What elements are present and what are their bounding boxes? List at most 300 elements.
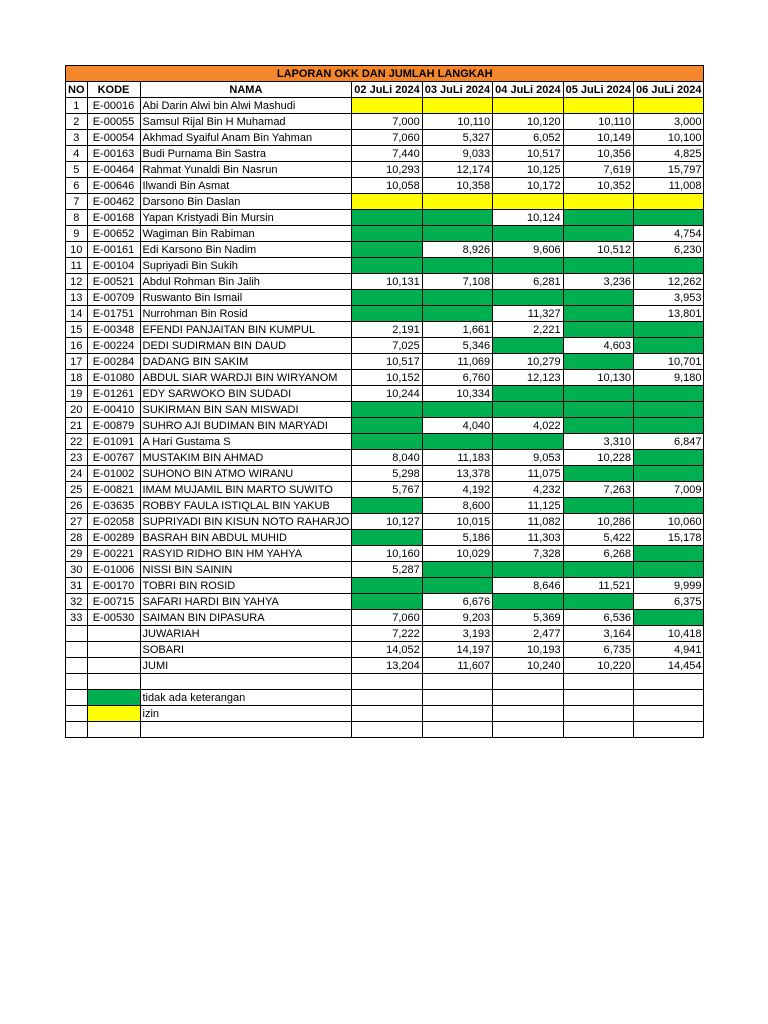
empty-cell bbox=[140, 722, 352, 738]
step-count-cell: 10,058 bbox=[352, 178, 422, 194]
step-count-cell: 3,193 bbox=[422, 626, 492, 642]
employee-code: E-00163 bbox=[87, 146, 140, 162]
step-count-cell bbox=[493, 434, 563, 450]
empty-cell bbox=[634, 674, 704, 690]
table-row bbox=[66, 514, 704, 530]
step-count-cell: 6,536 bbox=[563, 610, 633, 626]
step-count-cell bbox=[563, 226, 633, 242]
step-count-cell: 10,517 bbox=[352, 354, 422, 370]
step-count-cell: 11,327 bbox=[493, 306, 563, 322]
employee-code: E-00161 bbox=[87, 242, 140, 258]
empty-cell bbox=[422, 674, 492, 690]
step-count-cell: 5,327 bbox=[422, 130, 492, 146]
step-count-cell bbox=[563, 402, 633, 418]
employee-name: IMAM MUJAMIL BIN MARTO SUWITO bbox=[140, 482, 352, 498]
empty-cell bbox=[87, 674, 140, 690]
step-count-cell: 7,009 bbox=[634, 482, 704, 498]
employee-name: TOBRI BIN ROSID bbox=[140, 578, 352, 594]
row-number: 7 bbox=[66, 194, 88, 210]
empty-cell bbox=[634, 706, 704, 722]
employee-name: Nurrohman Bin Rosid bbox=[140, 306, 352, 322]
step-count-cell: 10,160 bbox=[352, 546, 422, 562]
table-row bbox=[66, 530, 704, 546]
step-count-cell: 6,847 bbox=[634, 434, 704, 450]
employee-name: SUHRO AJI BUDIMAN BIN MARYADI bbox=[140, 418, 352, 434]
step-count-cell bbox=[634, 546, 704, 562]
empty-cell bbox=[493, 706, 563, 722]
employee-name: Wagiman Bin Rabiman bbox=[140, 226, 352, 242]
table-row bbox=[66, 386, 704, 402]
step-count-cell bbox=[563, 386, 633, 402]
header-date: 03 JuLi 2024 bbox=[422, 82, 492, 98]
step-count-cell bbox=[634, 386, 704, 402]
table-row bbox=[66, 354, 704, 370]
step-count-cell bbox=[352, 242, 422, 258]
step-count-cell: 13,204 bbox=[352, 658, 422, 674]
step-count-cell bbox=[634, 258, 704, 274]
step-count-cell: 8,040 bbox=[352, 450, 422, 466]
step-count-cell: 4,022 bbox=[493, 418, 563, 434]
step-count-cell: 6,375 bbox=[634, 594, 704, 610]
row-number: 10 bbox=[66, 242, 88, 258]
row-number: 31 bbox=[66, 578, 88, 594]
step-count-cell: 14,197 bbox=[422, 642, 492, 658]
step-count-cell bbox=[422, 306, 492, 322]
employee-code: E-00104 bbox=[87, 258, 140, 274]
step-count-cell: 10,100 bbox=[634, 130, 704, 146]
row-number: 14 bbox=[66, 306, 88, 322]
step-count-cell: 3,310 bbox=[563, 434, 633, 450]
step-count-cell bbox=[422, 210, 492, 226]
empty-cell bbox=[66, 706, 88, 722]
legend-label: izin bbox=[140, 706, 352, 722]
header-date: 04 JuLi 2024 bbox=[493, 82, 563, 98]
step-count-cell bbox=[493, 290, 563, 306]
header-code: KODE bbox=[87, 82, 140, 98]
row-number: 29 bbox=[66, 546, 88, 562]
employee-code bbox=[87, 658, 140, 674]
step-count-cell bbox=[634, 322, 704, 338]
table-row bbox=[66, 114, 704, 130]
step-count-cell bbox=[493, 562, 563, 578]
step-count-cell bbox=[563, 354, 633, 370]
table-row bbox=[66, 178, 704, 194]
step-count-cell bbox=[422, 402, 492, 418]
employee-name: ROBBY FAULA ISTIQLAL BIN YAKUB bbox=[140, 498, 352, 514]
step-count-cell: 15,178 bbox=[634, 530, 704, 546]
step-count-cell bbox=[634, 450, 704, 466]
row-number: 8 bbox=[66, 210, 88, 226]
employee-code: E-00767 bbox=[87, 450, 140, 466]
table-row bbox=[66, 434, 704, 450]
step-count-cell: 7,619 bbox=[563, 162, 633, 178]
employee-name: JUMI bbox=[140, 658, 352, 674]
empty-cell bbox=[563, 674, 633, 690]
step-count-cell: 6,760 bbox=[422, 370, 492, 386]
step-count-cell bbox=[352, 98, 422, 114]
step-count-cell bbox=[563, 322, 633, 338]
step-count-cell bbox=[563, 98, 633, 114]
step-count-cell: 9,203 bbox=[422, 610, 492, 626]
step-count-cell: 7,263 bbox=[563, 482, 633, 498]
employee-name: Budi Purnama Bin Sastra bbox=[140, 146, 352, 162]
employee-code bbox=[87, 626, 140, 642]
empty-cell bbox=[563, 706, 633, 722]
employee-name: Supriyadi Bin Sukih bbox=[140, 258, 352, 274]
row-number: 25 bbox=[66, 482, 88, 498]
step-count-cell bbox=[352, 226, 422, 242]
step-count-cell: 10,131 bbox=[352, 274, 422, 290]
step-count-cell: 11,075 bbox=[493, 466, 563, 482]
step-count-cell: 2,477 bbox=[493, 626, 563, 642]
row-number: 24 bbox=[66, 466, 88, 482]
empty-cell bbox=[422, 690, 492, 706]
step-count-cell bbox=[352, 418, 422, 434]
step-count-cell: 1,661 bbox=[422, 322, 492, 338]
row-number: 23 bbox=[66, 450, 88, 466]
employee-code: E-00646 bbox=[87, 178, 140, 194]
step-count-cell: 2,221 bbox=[493, 322, 563, 338]
step-count-cell: 12,262 bbox=[634, 274, 704, 290]
table-row bbox=[66, 210, 704, 226]
employee-code: E-00521 bbox=[87, 274, 140, 290]
table-row bbox=[66, 610, 704, 626]
step-count-cell bbox=[563, 498, 633, 514]
step-count-cell bbox=[422, 290, 492, 306]
employee-name: SUKIRMAN BIN SAN MISWADI bbox=[140, 402, 352, 418]
report-table-body bbox=[66, 66, 704, 738]
step-count-cell bbox=[563, 258, 633, 274]
step-count-cell: 10,127 bbox=[352, 514, 422, 530]
table-row bbox=[66, 466, 704, 482]
step-count-cell: 10,293 bbox=[352, 162, 422, 178]
employee-name: SUHONO BIN ATMO WIRANU bbox=[140, 466, 352, 482]
row-number: 22 bbox=[66, 434, 88, 450]
step-count-cell bbox=[563, 306, 633, 322]
step-count-cell bbox=[493, 258, 563, 274]
step-count-cell bbox=[422, 98, 492, 114]
empty-cell bbox=[493, 690, 563, 706]
employee-code: E-00652 bbox=[87, 226, 140, 242]
table-row bbox=[66, 402, 704, 418]
report-title: LAPORAN OKK DAN JUMLAH LANGKAH bbox=[66, 66, 704, 82]
row-number: 11 bbox=[66, 258, 88, 274]
step-count-cell: 14,052 bbox=[352, 642, 422, 658]
step-count-cell: 10,152 bbox=[352, 370, 422, 386]
header-date: 06 JuLi 2024 bbox=[634, 82, 704, 98]
row-number: 1 bbox=[66, 98, 88, 114]
step-count-cell bbox=[634, 194, 704, 210]
step-count-cell: 6,052 bbox=[493, 130, 563, 146]
step-count-cell bbox=[422, 258, 492, 274]
step-count-cell: 10,352 bbox=[563, 178, 633, 194]
table-row bbox=[66, 258, 704, 274]
step-count-cell bbox=[493, 338, 563, 354]
table-row bbox=[66, 146, 704, 162]
step-count-cell bbox=[352, 306, 422, 322]
empty-cell bbox=[352, 706, 422, 722]
header-row bbox=[66, 82, 704, 98]
step-count-cell: 5,767 bbox=[352, 482, 422, 498]
step-count-cell bbox=[563, 290, 633, 306]
row-number: 9 bbox=[66, 226, 88, 242]
employee-name: Rahmat Yunaldi Bin Nasrun bbox=[140, 162, 352, 178]
empty-cell bbox=[352, 722, 422, 738]
step-count-cell bbox=[563, 466, 633, 482]
table-row bbox=[66, 306, 704, 322]
employee-name: NISSI BIN SAININ bbox=[140, 562, 352, 578]
empty-cell bbox=[140, 674, 352, 690]
step-count-cell: 9,053 bbox=[493, 450, 563, 466]
step-count-cell: 10,193 bbox=[493, 642, 563, 658]
step-count-cell: 6,268 bbox=[563, 546, 633, 562]
employee-name: DADANG BIN SAKIM bbox=[140, 354, 352, 370]
row-number: 15 bbox=[66, 322, 88, 338]
employee-name: DEDI SUDIRMAN BIN DAUD bbox=[140, 338, 352, 354]
employee-code: E-00821 bbox=[87, 482, 140, 498]
step-count-cell bbox=[493, 194, 563, 210]
step-count-cell: 3,000 bbox=[634, 114, 704, 130]
table-row bbox=[66, 338, 704, 354]
employee-code: E-01751 bbox=[87, 306, 140, 322]
empty-cell bbox=[493, 674, 563, 690]
row-number: 3 bbox=[66, 130, 88, 146]
step-count-cell bbox=[634, 338, 704, 354]
employee-name: Akhmad Syaiful Anam Bin Yahman bbox=[140, 130, 352, 146]
legend-swatch bbox=[87, 690, 140, 706]
step-count-cell: 7,000 bbox=[352, 114, 422, 130]
step-count-cell bbox=[493, 386, 563, 402]
step-count-cell: 7,060 bbox=[352, 610, 422, 626]
header-name: NAMA bbox=[140, 82, 352, 98]
legend-row bbox=[66, 706, 704, 722]
step-count-cell: 10,110 bbox=[422, 114, 492, 130]
step-count-cell: 9,606 bbox=[493, 242, 563, 258]
row-number bbox=[66, 626, 88, 642]
empty-cell bbox=[352, 690, 422, 706]
step-count-cell: 10,124 bbox=[493, 210, 563, 226]
step-count-cell: 4,603 bbox=[563, 338, 633, 354]
step-count-cell: 4,192 bbox=[422, 482, 492, 498]
step-count-cell: 11,183 bbox=[422, 450, 492, 466]
row-number: 18 bbox=[66, 370, 88, 386]
employee-name: BASRAH BIN ABDUL MUHID bbox=[140, 530, 352, 546]
empty-cell bbox=[422, 706, 492, 722]
legend-row bbox=[66, 690, 704, 706]
row-number: 2 bbox=[66, 114, 88, 130]
report-table bbox=[65, 65, 704, 738]
empty-cell bbox=[66, 690, 88, 706]
step-count-cell: 10,244 bbox=[352, 386, 422, 402]
employee-name: Ilwandi Bin Asmat bbox=[140, 178, 352, 194]
employee-code: E-00016 bbox=[87, 98, 140, 114]
table-row bbox=[66, 98, 704, 114]
employee-name: Ruswanto Bin Ismail bbox=[140, 290, 352, 306]
table-row bbox=[66, 370, 704, 386]
step-count-cell: 5,287 bbox=[352, 562, 422, 578]
row-number: 12 bbox=[66, 274, 88, 290]
step-count-cell: 10,172 bbox=[493, 178, 563, 194]
employee-code: E-00168 bbox=[87, 210, 140, 226]
row-number: 16 bbox=[66, 338, 88, 354]
table-row bbox=[66, 546, 704, 562]
step-count-cell: 11,069 bbox=[422, 354, 492, 370]
employee-code bbox=[87, 642, 140, 658]
step-count-cell bbox=[352, 498, 422, 514]
row-number: 26 bbox=[66, 498, 88, 514]
employee-name: Darsono Bin Daslan bbox=[140, 194, 352, 210]
row-number: 33 bbox=[66, 610, 88, 626]
table-row bbox=[66, 450, 704, 466]
employee-name: SAFARI HARDI BIN YAHYA bbox=[140, 594, 352, 610]
title-row bbox=[66, 66, 704, 82]
empty-cell bbox=[87, 722, 140, 738]
empty-cell bbox=[352, 674, 422, 690]
step-count-cell: 11,521 bbox=[563, 578, 633, 594]
employee-name: SUPRIYADI BIN KISUN NOTO RAHARJO bbox=[140, 514, 352, 530]
row-number: 20 bbox=[66, 402, 88, 418]
step-count-cell: 10,418 bbox=[634, 626, 704, 642]
step-count-cell bbox=[634, 610, 704, 626]
employee-name: Edi Karsono Bin Nadim bbox=[140, 242, 352, 258]
employee-code: E-00284 bbox=[87, 354, 140, 370]
blank-row bbox=[66, 722, 704, 738]
step-count-cell: 5,346 bbox=[422, 338, 492, 354]
employee-code: E-00054 bbox=[87, 130, 140, 146]
header-date: 02 JuLi 2024 bbox=[352, 82, 422, 98]
step-count-cell: 10,125 bbox=[493, 162, 563, 178]
step-count-cell: 10,149 bbox=[563, 130, 633, 146]
step-count-cell: 10,029 bbox=[422, 546, 492, 562]
step-count-cell: 7,025 bbox=[352, 338, 422, 354]
row-number: 13 bbox=[66, 290, 88, 306]
step-count-cell: 7,440 bbox=[352, 146, 422, 162]
step-count-cell: 3,164 bbox=[563, 626, 633, 642]
step-count-cell bbox=[634, 418, 704, 434]
row-number: 32 bbox=[66, 594, 88, 610]
step-count-cell: 10,220 bbox=[563, 658, 633, 674]
row-number: 28 bbox=[66, 530, 88, 546]
step-count-cell bbox=[563, 562, 633, 578]
step-count-cell bbox=[493, 402, 563, 418]
step-count-cell: 8,646 bbox=[493, 578, 563, 594]
step-count-cell bbox=[563, 418, 633, 434]
step-count-cell: 10,279 bbox=[493, 354, 563, 370]
step-count-cell: 7,060 bbox=[352, 130, 422, 146]
step-count-cell: 10,228 bbox=[563, 450, 633, 466]
empty-cell bbox=[66, 674, 88, 690]
employee-name: SOBARI bbox=[140, 642, 352, 658]
empty-cell bbox=[634, 690, 704, 706]
table-row bbox=[66, 658, 704, 674]
step-count-cell: 7,328 bbox=[493, 546, 563, 562]
employee-code: E-00462 bbox=[87, 194, 140, 210]
row-number bbox=[66, 642, 88, 658]
step-count-cell bbox=[634, 210, 704, 226]
step-count-cell: 5,186 bbox=[422, 530, 492, 546]
employee-code: E-03635 bbox=[87, 498, 140, 514]
step-count-cell bbox=[352, 530, 422, 546]
step-count-cell: 5,298 bbox=[352, 466, 422, 482]
step-count-cell bbox=[352, 258, 422, 274]
employee-code: E-00530 bbox=[87, 610, 140, 626]
step-count-cell: 13,378 bbox=[422, 466, 492, 482]
step-count-cell: 6,676 bbox=[422, 594, 492, 610]
row-number: 4 bbox=[66, 146, 88, 162]
step-count-cell bbox=[352, 402, 422, 418]
step-count-cell: 9,999 bbox=[634, 578, 704, 594]
employee-name: JUWARIAH bbox=[140, 626, 352, 642]
table-row bbox=[66, 498, 704, 514]
step-count-cell: 6,735 bbox=[563, 642, 633, 658]
blank-row bbox=[66, 674, 704, 690]
step-count-cell bbox=[493, 594, 563, 610]
step-count-cell: 4,941 bbox=[634, 642, 704, 658]
legend-label: tidak ada keterangan bbox=[140, 690, 352, 706]
step-count-cell bbox=[563, 210, 633, 226]
employee-name: A Hari Gustama S bbox=[140, 434, 352, 450]
step-count-cell: 7,108 bbox=[422, 274, 492, 290]
step-count-cell bbox=[422, 434, 492, 450]
step-count-cell bbox=[422, 194, 492, 210]
step-count-cell bbox=[563, 194, 633, 210]
table-row bbox=[66, 242, 704, 258]
table-row bbox=[66, 194, 704, 210]
step-count-cell: 4,754 bbox=[634, 226, 704, 242]
step-count-cell: 11,607 bbox=[422, 658, 492, 674]
table-row bbox=[66, 290, 704, 306]
header-no: NO bbox=[66, 82, 88, 98]
employee-code: E-00289 bbox=[87, 530, 140, 546]
row-number: 5 bbox=[66, 162, 88, 178]
step-count-cell: 10,334 bbox=[422, 386, 492, 402]
employee-code: E-00709 bbox=[87, 290, 140, 306]
employee-name: ABDUL SIAR WARDJI BIN WIRYANOM bbox=[140, 370, 352, 386]
step-count-cell: 10,701 bbox=[634, 354, 704, 370]
empty-cell bbox=[493, 722, 563, 738]
empty-cell bbox=[563, 690, 633, 706]
row-number bbox=[66, 658, 88, 674]
row-number: 17 bbox=[66, 354, 88, 370]
table-row bbox=[66, 162, 704, 178]
step-count-cell: 3,236 bbox=[563, 274, 633, 290]
step-count-cell bbox=[493, 98, 563, 114]
employee-name: MUSTAKIM BIN AHMAD bbox=[140, 450, 352, 466]
employee-code: E-00410 bbox=[87, 402, 140, 418]
step-count-cell bbox=[352, 578, 422, 594]
employee-code: E-00879 bbox=[87, 418, 140, 434]
employee-name: Abdul Rohman Bin Jalih bbox=[140, 274, 352, 290]
employee-name: RASYID RIDHO BIN HM YAHYA bbox=[140, 546, 352, 562]
step-count-cell: 4,232 bbox=[493, 482, 563, 498]
step-count-cell: 5,369 bbox=[493, 610, 563, 626]
step-count-cell bbox=[352, 194, 422, 210]
employee-code: E-01002 bbox=[87, 466, 140, 482]
table-row bbox=[66, 626, 704, 642]
employee-name: SAIMAN BIN DIPASURA bbox=[140, 610, 352, 626]
table-row bbox=[66, 482, 704, 498]
step-count-cell bbox=[563, 594, 633, 610]
employee-name: Yapan Kristyadi Bin Mursin bbox=[140, 210, 352, 226]
step-count-cell: 10,358 bbox=[422, 178, 492, 194]
table-row bbox=[66, 322, 704, 338]
step-count-cell bbox=[634, 498, 704, 514]
empty-cell bbox=[422, 722, 492, 738]
step-count-cell bbox=[352, 290, 422, 306]
step-count-cell: 6,281 bbox=[493, 274, 563, 290]
row-number: 6 bbox=[66, 178, 88, 194]
step-count-cell: 10,517 bbox=[493, 146, 563, 162]
